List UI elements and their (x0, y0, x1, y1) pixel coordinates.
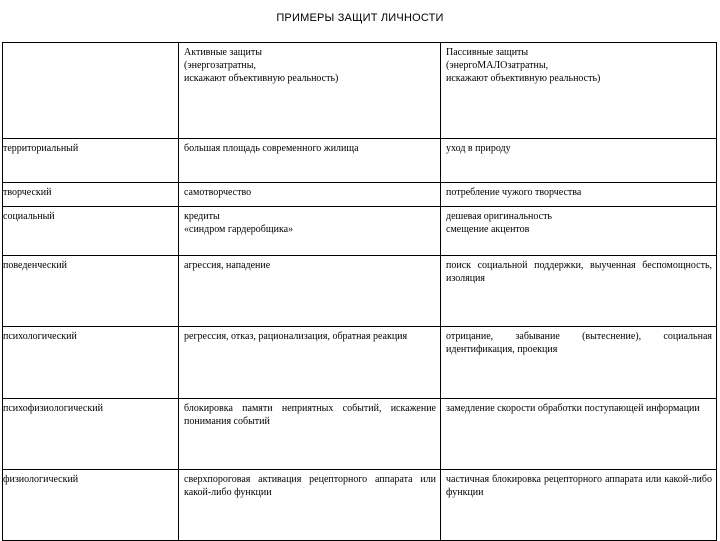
table-row (3, 207, 717, 256)
header-active (179, 43, 441, 139)
header-active-line: Активные защиты (184, 47, 262, 58)
row-passive: уход в природу (441, 139, 717, 183)
table-row (3, 183, 717, 207)
row-active (179, 207, 441, 256)
row-passive-line: дешевая оригинальность (446, 211, 552, 222)
row-active-line: кредиты (184, 211, 220, 222)
row-active: регрессия, отказ, рационализация, обратная реакция (179, 327, 441, 399)
row-type: психофизиологический (3, 399, 179, 470)
header-passive-line: Пассивные защиты (446, 47, 529, 58)
row-type: психологический (3, 327, 179, 399)
row-passive-line: смещение акцентов (446, 224, 530, 235)
row-active-line: «синдром гардеробщика» (184, 224, 294, 235)
row-active: сверхпороговая активация рецепторного аппарата или какой-либо функции (179, 470, 441, 541)
row-type: территориальный (3, 139, 179, 183)
header-active-line: искажают объективную реальность) (184, 73, 339, 84)
row-passive: отрицание, забывание (вытеснение), социальная идентификация, проекция (441, 327, 717, 399)
row-passive: частичная блокировка рецепторного аппарата или какой-либо функции (441, 470, 717, 541)
header-row (3, 43, 717, 139)
row-passive: замедление скорости обработки поступающей информации (441, 399, 717, 470)
row-active: самотворчество (179, 183, 441, 207)
header-empty-cell (3, 43, 179, 139)
header-passive (441, 43, 717, 139)
row-type: поведенческий (3, 256, 179, 327)
row-active: блокировка памяти неприятных событий, искажение понимания событий (179, 399, 441, 470)
table-row (3, 327, 717, 399)
header-passive-line: (энергоМАЛОзатратны, (446, 60, 549, 71)
row-passive: потребление чужого творчества (441, 183, 717, 207)
header-active-line: (энергозатратны, (184, 60, 257, 71)
header-passive-line: искажают объективную реальность) (446, 73, 601, 84)
page-title: ПРИМЕРЫ ЗАЩИТ ЛИЧНОСТИ (276, 12, 444, 24)
table-row (3, 139, 717, 183)
row-passive (441, 207, 717, 256)
row-passive: поиск социальной поддержки, выученная беспомощность, изоляция (441, 256, 717, 327)
table-row (3, 470, 717, 541)
row-active: агрессия, нападение (179, 256, 441, 327)
row-type: творческий (3, 183, 179, 207)
row-type: социальный (3, 207, 179, 256)
row-active: большая площадь современного жилища (179, 139, 441, 183)
table-row (3, 256, 717, 327)
defense-table (2, 42, 717, 541)
row-type: физиологический (3, 470, 179, 541)
table-row (3, 399, 717, 470)
